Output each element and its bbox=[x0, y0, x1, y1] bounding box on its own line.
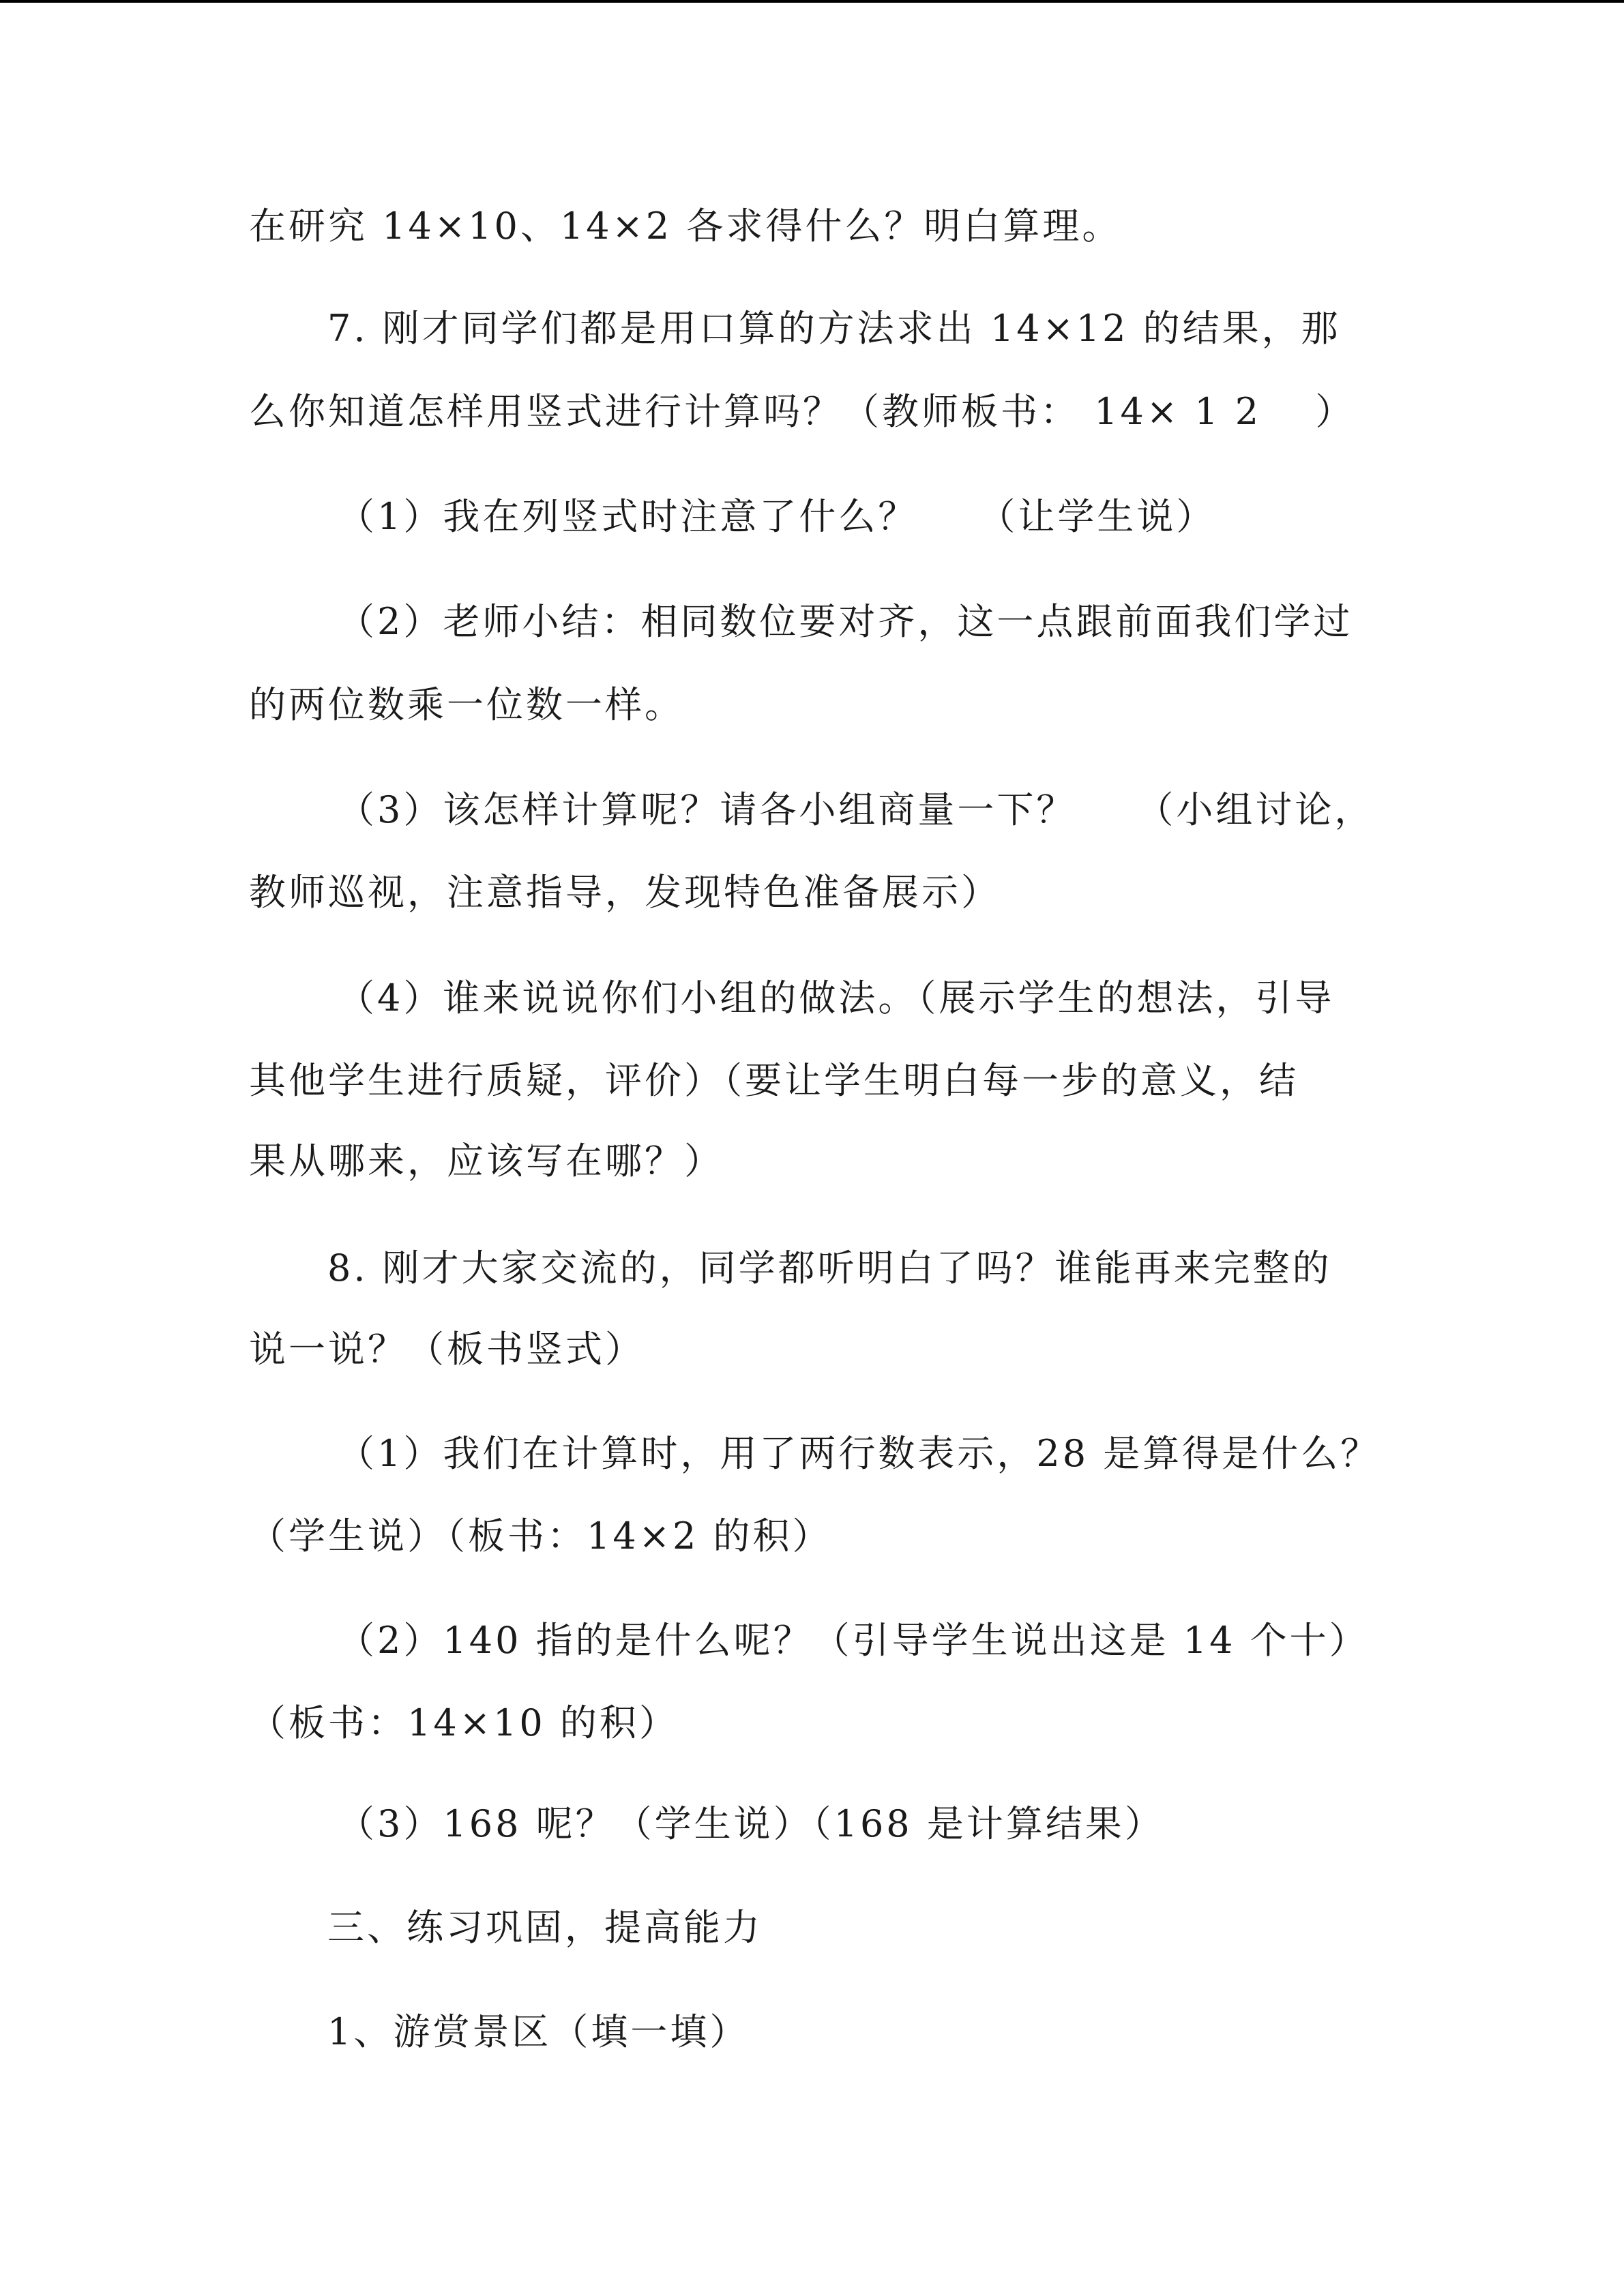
text-line-6: 的两位数乘一位数一样。 bbox=[249, 683, 684, 726]
text-line-16: （2）140 指的是什么呢？（引导学生说出这是 14 个十） bbox=[338, 1619, 1369, 1662]
text-line-12: 8. 刚才大家交流的，同学都听明白了吗？谁能再来完整的 bbox=[327, 1247, 1332, 1289]
text-line-5: （2）老师小结：相同数位要对齐，这一点跟前面我们学过 bbox=[338, 600, 1353, 643]
exercise-heading: 1、游赏景区（填一填） bbox=[327, 2010, 750, 2053]
top-border-line bbox=[0, 0, 1624, 3]
text-line-18: （3）168 呢？（学生说）（168 是计算结果） bbox=[338, 1802, 1164, 1845]
section-heading: 三、练习巩固，提高能力 bbox=[327, 1906, 763, 1949]
text-line-13: 说一说？（板书竖式） bbox=[249, 1328, 645, 1371]
text-line-2: 7. 刚才同学们都是用口算的方法求出 14×12 的结果，那 bbox=[327, 307, 1341, 350]
text-line-17: （板书：14×10 的积） bbox=[249, 1701, 679, 1744]
text-line-1: 在研究 14×10、14×2 各求得什么？明白算理。 bbox=[249, 205, 1122, 248]
text-line-14: （1）我们在计算时，用了两行数表示，28 是算得是什么？ bbox=[338, 1432, 1381, 1475]
text-line-9: （4）谁来说说你们小组的做法。（展示学生的想法，引导 bbox=[338, 976, 1335, 1019]
text-line-11: 果从哪来，应该写在哪？） bbox=[249, 1139, 724, 1182]
text-line-3: 么你知道怎样用竖式进行计算吗？（教师板书： 14× 1 2 ） bbox=[249, 390, 1355, 433]
text-line-4: （1）我在列竖式时注意了什么？ （让学生说） bbox=[338, 495, 1216, 538]
text-line-15: （学生说）（板书：14×2 的积） bbox=[249, 1515, 832, 1557]
text-line-10: 其他学生进行质疑，评价）（要让学生明白每一步的意义，结 bbox=[249, 1059, 1299, 1102]
text-line-7: （3）该怎样计算呢？请各小组商量一下？ （小组讨论， bbox=[338, 788, 1374, 831]
text-line-8: 教师巡视，注意指导，发现特色准备展示） bbox=[249, 871, 1001, 914]
